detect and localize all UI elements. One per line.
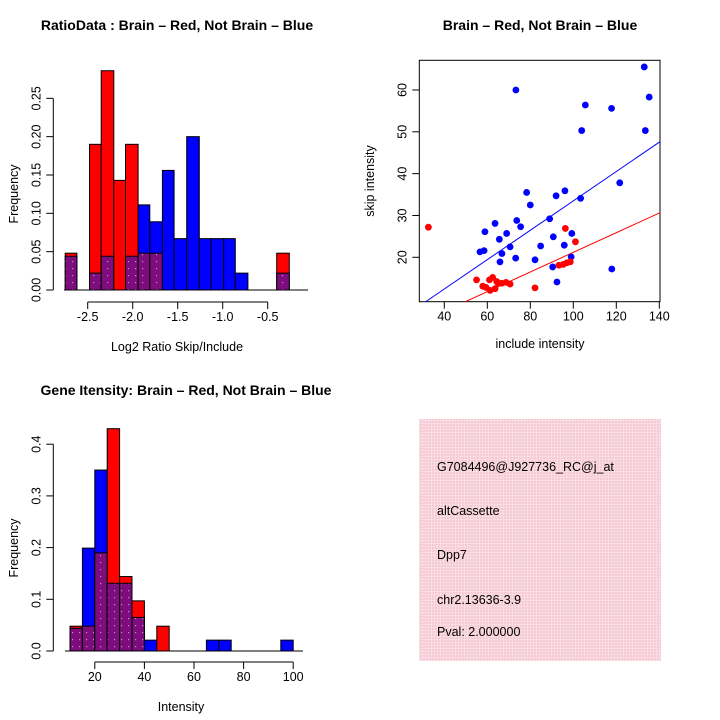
y-tick-label: 20 [395, 250, 410, 265]
scatter-point-blue [497, 259, 504, 266]
y-axis-label: Frequency [7, 518, 21, 578]
x-tick-label: 80 [523, 309, 538, 324]
x-tick-label: 40 [437, 309, 452, 324]
y-axis-label: skip intensity [363, 145, 377, 217]
scatter-point-blue [499, 250, 506, 257]
hist-bar-overlap [65, 256, 77, 290]
hist-bar-red [90, 144, 102, 290]
scatter-point-blue [513, 217, 520, 224]
scatter-point-blue [517, 223, 524, 230]
x-axis-label: Intensity [157, 700, 205, 714]
scatter-point-blue [646, 94, 653, 101]
scatter-point-blue [608, 105, 615, 112]
scatter-point-blue [568, 230, 575, 237]
scatter-point-blue [496, 236, 503, 243]
y-axis-label: Frequency [7, 164, 21, 224]
scatter-point-blue [492, 220, 499, 227]
scatter-point-blue [608, 266, 615, 273]
scatter-point-blue [561, 242, 568, 249]
x-tick-label: 20 [87, 670, 102, 684]
x-tick-label: 120 [605, 309, 627, 324]
scatter-point-blue [562, 187, 569, 194]
gene_intensity_hist-panel [7, 382, 332, 714]
x-tick-label: -2.5 [76, 310, 99, 324]
chart-title: RatioData : Brain – Red, Not Brain – Blue [40, 17, 314, 33]
scatter-point-blue [582, 102, 589, 109]
scatter-point-blue [532, 256, 539, 263]
plot-box [419, 60, 660, 301]
scatter-point-blue [642, 127, 649, 134]
scatter-point-blue [549, 264, 556, 271]
y-tick-label: 0.2 [29, 538, 44, 557]
y-tick-label: 50 [395, 124, 410, 139]
y-tick-label: 30 [395, 208, 410, 223]
x-tick-label: 100 [562, 309, 584, 324]
y-tick-label: 60 [395, 83, 410, 97]
y-tick-label: 0.20 [29, 124, 44, 149]
hist-bar-red [157, 626, 169, 651]
chart-title: Gene Itensity: Brain – Red, Not Brain – Blue [40, 382, 332, 398]
scatter-point-red [473, 276, 480, 283]
scatter-point-blue [507, 243, 514, 250]
gene-name-text: Dpp7 [437, 548, 467, 562]
x-tick-label: -1.0 [211, 310, 234, 324]
scatter-point-red [492, 285, 499, 292]
hist-bar-overlap [150, 253, 163, 290]
scatter-point-blue [554, 279, 561, 286]
scatter-point-blue [578, 127, 585, 134]
scatter-point-red [572, 238, 579, 245]
hist-bar-overlap [107, 583, 119, 651]
pval-text: Pval: 2.000000 [437, 625, 521, 639]
ratio_hist-panel [7, 17, 313, 354]
x-axis-label: Log2 Ratio Skip/Include [110, 340, 244, 354]
hist-bar-overlap [138, 253, 150, 290]
scatter-point-blue [482, 228, 489, 235]
scatter-point-red [532, 284, 539, 291]
scatter-point-blue [503, 230, 510, 237]
scatter-point-blue [641, 64, 648, 71]
scatter-point-blue [477, 248, 484, 255]
x-tick-label: 140 [648, 309, 670, 324]
hist-bar-blue [206, 640, 218, 651]
hist-bar-overlap [95, 553, 107, 651]
splice-type-text: altCassette [437, 504, 500, 518]
scatter-point-blue [553, 192, 560, 199]
hist-bar-blue [174, 239, 187, 290]
scatter-point-red [567, 259, 574, 266]
gene-info-panel [419, 419, 661, 661]
hist-bar-overlap [82, 626, 94, 651]
hist-bar-blue [211, 239, 224, 290]
hist-bar-blue [224, 239, 236, 290]
chromosome-text: chr2.13636-3.9 [437, 593, 522, 607]
x-tick-label: 80 [236, 670, 251, 684]
scatter-point-blue [527, 202, 534, 209]
hist-bar-overlap [277, 273, 290, 290]
scatter-point-blue [512, 255, 519, 262]
hist-bar-overlap [70, 628, 82, 651]
hist-bar-blue [144, 640, 156, 651]
intensity_scatter-panel [363, 17, 670, 351]
x-tick-label: -2.0 [121, 310, 144, 324]
hist-bar-blue [219, 640, 231, 651]
scatter-point-red [425, 224, 432, 231]
hist-bar-overlap [120, 583, 132, 651]
y-tick-label: 0.00 [29, 277, 44, 303]
y-tick-label: 0.05 [29, 239, 44, 264]
scatter-point-blue [616, 179, 623, 186]
y-tick-label: 0.3 [29, 487, 44, 505]
scatter-point-blue [537, 243, 544, 250]
hist-bar-overlap [132, 617, 144, 651]
y-tick-label: 0.4 [29, 435, 44, 453]
x-tick-label: -1.5 [166, 310, 189, 324]
x-axis-label: include intensity [495, 337, 585, 351]
scatter-point-red [562, 225, 569, 232]
x-tick-label: 60 [480, 309, 495, 324]
y-tick-label: 0.25 [29, 86, 44, 111]
hist-bar-red [114, 180, 126, 290]
x-tick-label: 100 [282, 670, 304, 684]
scatter-point-blue [577, 195, 584, 202]
hist-bar-blue [187, 137, 200, 290]
hist-bar-blue [199, 239, 211, 290]
y-tick-label: 40 [395, 166, 410, 181]
scatter-point-red [507, 281, 514, 288]
y-tick-label: 0.1 [29, 590, 44, 608]
blue-regression-line [426, 141, 661, 301]
scatter-point-blue [550, 233, 557, 240]
y-tick-label: 0.15 [29, 162, 44, 188]
scatter-point-blue [546, 215, 553, 222]
y-tick-label: 0.0 [29, 642, 44, 660]
hist-bar-blue [235, 273, 248, 290]
y-tick-label: 0.10 [29, 201, 44, 226]
x-tick-label: 60 [187, 670, 201, 684]
hist-bar-overlap [126, 256, 139, 290]
chart-title: Brain – Red, Not Brain – Blue [442, 17, 638, 33]
scatter-point-blue [523, 189, 530, 196]
x-tick-label: 40 [137, 670, 152, 684]
hist-bar-overlap [101, 256, 114, 290]
x-tick-label: -0.5 [256, 310, 279, 324]
hist-bar-overlap [90, 273, 102, 290]
scatter-point-blue [512, 87, 519, 94]
probe-id-text: G7084496@J927736_RC@j_at [437, 460, 614, 474]
hist-bar-blue [162, 170, 174, 290]
hist-bar-blue [281, 640, 293, 651]
